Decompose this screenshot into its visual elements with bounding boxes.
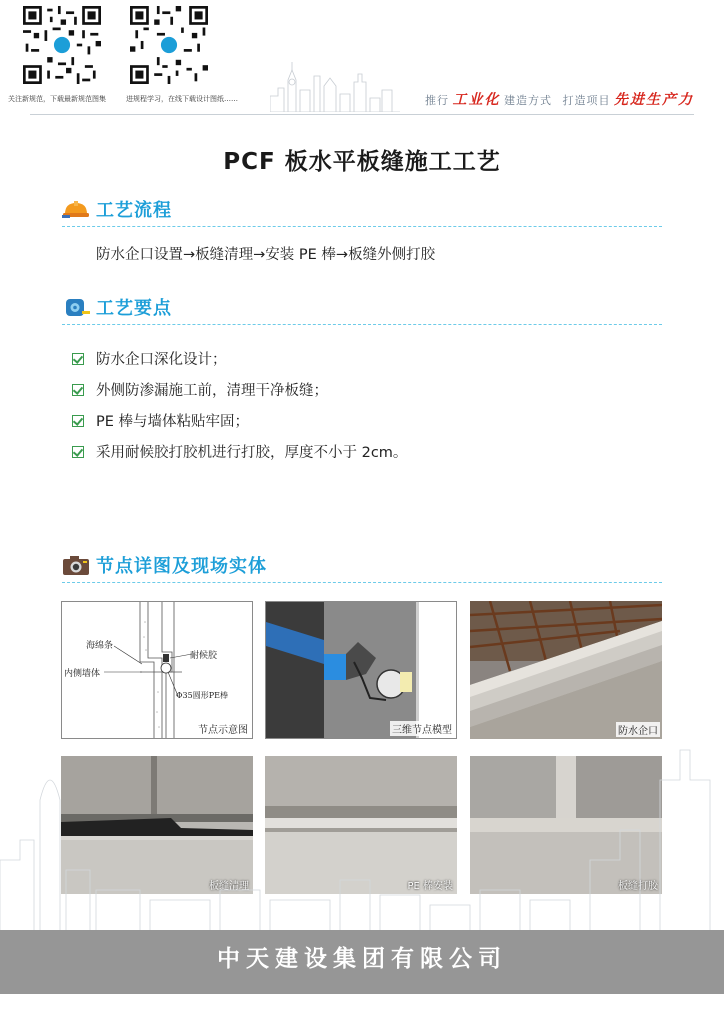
hard-hat-icon xyxy=(62,198,90,220)
schematic-label: Φ35圆形PE棒 xyxy=(176,691,228,700)
pe-rod-install-photo xyxy=(265,756,457,894)
photo-caption: 板缝清理 xyxy=(209,881,249,892)
joint-cleaning-photo xyxy=(61,756,253,894)
key-points-list xyxy=(72,343,407,467)
photo-caption: 节点示意图 xyxy=(196,721,250,736)
qr-code-right[interactable] xyxy=(130,6,208,84)
photo-pe-rod-install[interactable] xyxy=(265,756,457,894)
checkbox-icon xyxy=(72,384,84,396)
section-process-title: 工艺流程 xyxy=(96,200,172,221)
photo-joint-sealing[interactable] xyxy=(470,756,662,894)
joint-sealing-photo xyxy=(470,756,662,894)
checkbox-icon xyxy=(72,353,84,365)
list-item xyxy=(72,343,407,374)
list-item-text: 外侧防渗漏施工前，清理干净板缝； xyxy=(96,383,328,399)
schematic-label: 海绵条 xyxy=(86,641,114,651)
section-photos-divider xyxy=(62,582,662,583)
waterproof-rebate-photo xyxy=(470,601,662,739)
list-item xyxy=(72,405,407,436)
checkbox-icon xyxy=(72,415,84,427)
company-name: 中天建设集团有限公司 xyxy=(217,946,507,972)
camera-icon xyxy=(62,554,90,576)
node-3d-model xyxy=(266,602,457,739)
slogan-part-3: 建造方式 xyxy=(504,94,552,107)
slogan-part-2: 工业化 xyxy=(452,92,501,108)
city-skyline-decoration xyxy=(270,60,400,112)
list-item-text: 采用耐候胶打胶机进行打胶，厚度不小于 2cm。 xyxy=(96,445,408,461)
photo-caption: PE 棒安装 xyxy=(407,881,453,892)
tape-measure-icon xyxy=(62,296,90,318)
schematic-label: 耐候胶 xyxy=(190,651,218,661)
schematic-label: 内侧墙体 xyxy=(64,669,101,679)
qr-code-icon xyxy=(130,6,208,84)
photo-node-schematic[interactable] xyxy=(61,601,253,739)
slogan-part-1: 推行 xyxy=(425,94,449,107)
slogan-part-4: 打造项目 xyxy=(562,94,611,107)
checkbox-icon xyxy=(72,446,84,458)
photo-caption: 板缝打胶 xyxy=(618,881,658,892)
photo-waterproof-rebate[interactable] xyxy=(470,601,662,739)
list-item xyxy=(72,436,407,467)
section-process-heading xyxy=(62,196,172,222)
photo-joint-cleaning[interactable] xyxy=(61,756,253,894)
section-photos-title: 节点详图及现场实体 xyxy=(96,556,267,577)
header-slogan xyxy=(425,89,694,109)
section-points-heading xyxy=(62,294,172,320)
photo-3d-node-model[interactable] xyxy=(265,601,457,739)
qr-code-left[interactable] xyxy=(23,6,101,84)
section-process-divider xyxy=(62,226,662,227)
photo-caption: 防水企口 xyxy=(616,722,660,737)
header-divider xyxy=(30,114,694,115)
section-points-title: 工艺要点 xyxy=(96,298,172,319)
section-points-divider xyxy=(62,324,662,325)
qr-code-icon xyxy=(23,6,101,84)
photo-caption: 三维节点模型 xyxy=(390,721,454,736)
page-title: PCF 板水平板缝施工工艺 xyxy=(223,149,501,175)
list-item-text: 防水企口深化设计； xyxy=(96,352,227,368)
list-item xyxy=(72,374,407,405)
qr-left-caption: 关注新规范，下载最新规范图集 xyxy=(8,95,106,103)
list-item-text: PE 棒与墙体粘贴牢固； xyxy=(96,414,250,430)
section-photos-heading xyxy=(62,552,267,578)
process-flow-text: 防水企口设置→板缝清理→安装 PE 棒→板缝外侧打胶 xyxy=(96,247,436,263)
slogan-part-5: 先进生产力 xyxy=(614,92,694,108)
qr-right-caption: 进规程学习，在线下载设计图纸…… xyxy=(126,95,238,103)
